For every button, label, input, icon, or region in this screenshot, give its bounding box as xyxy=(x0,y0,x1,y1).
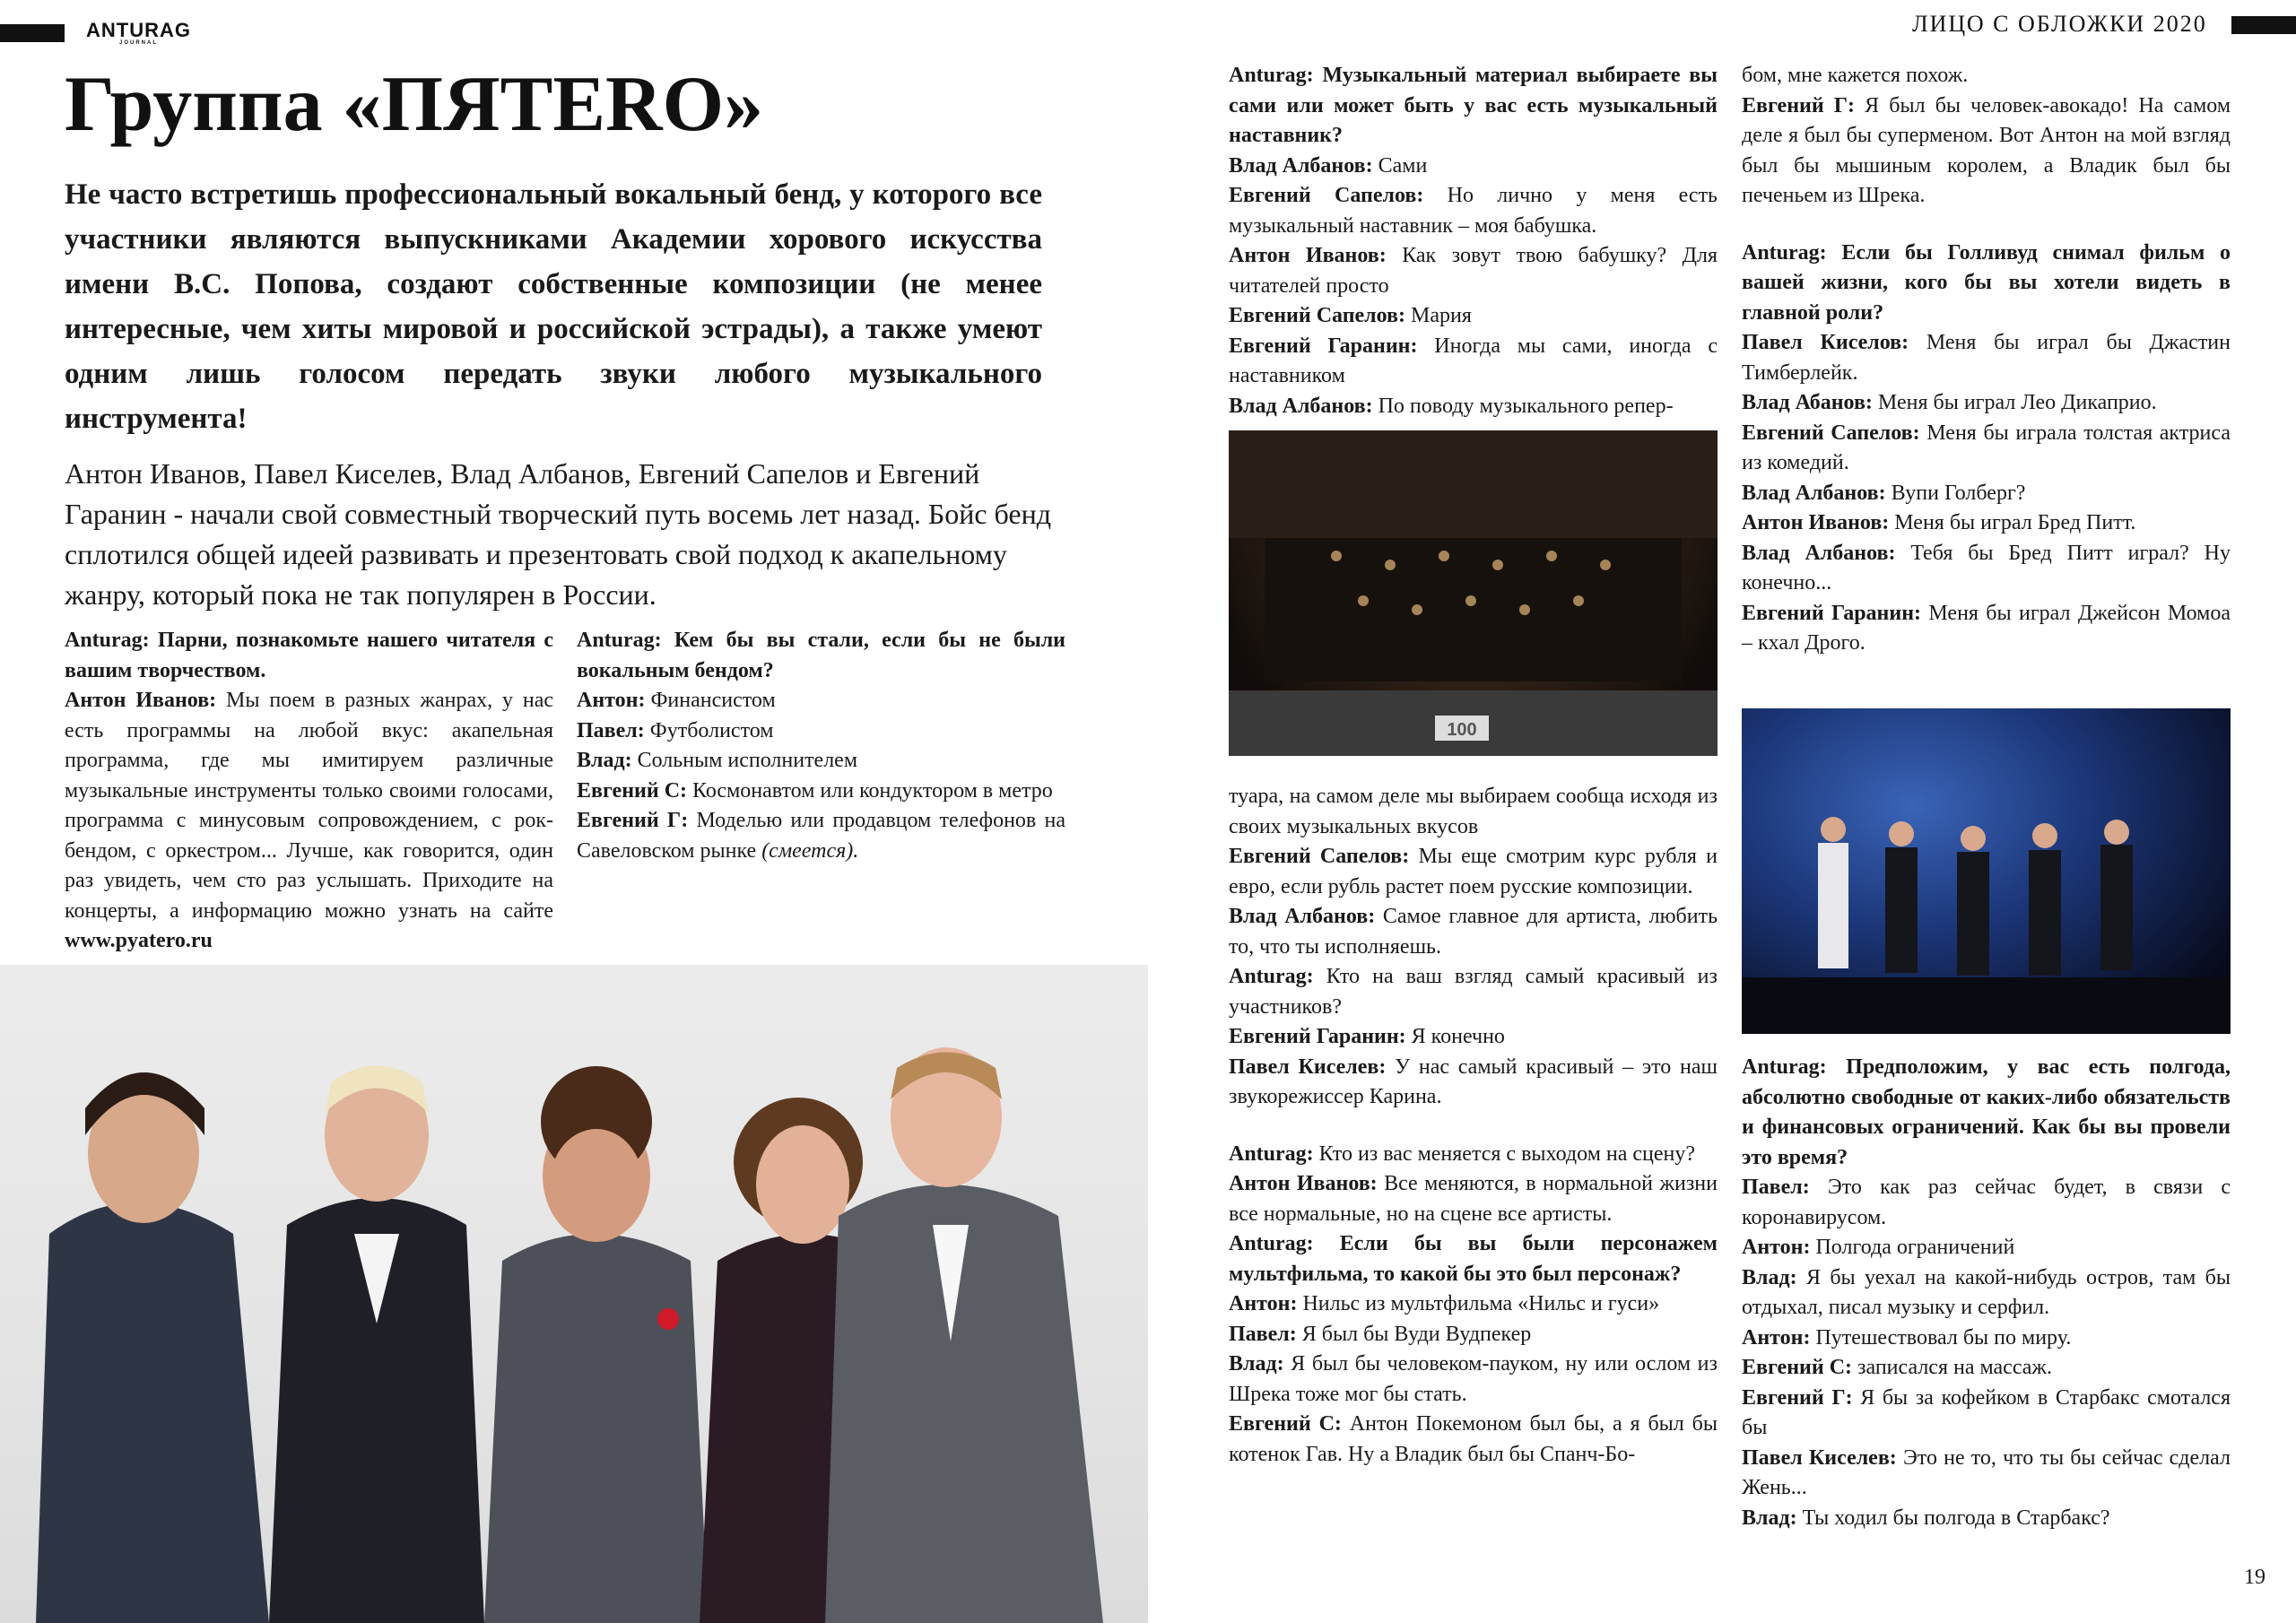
answer-text: Космонавтом или кондуктором в метро xyxy=(687,778,1053,803)
interview-line xyxy=(1742,61,2231,91)
answer-text: Все меняются, в нормальной жизни все нормальные, но на сцене все артисты. xyxy=(1229,1172,1718,1226)
answer-text: У нас самый красивый – это наш звукорежиссер Карина. xyxy=(1229,1055,1718,1108)
interview-line xyxy=(577,806,1065,866)
interview-line xyxy=(1229,332,1718,392)
answer-text: Как зовут твою бабушку? Для читателей просто xyxy=(1229,244,1718,298)
paragraph-gap xyxy=(1742,212,2231,239)
speaker-label: Павел: xyxy=(1229,1322,1297,1346)
speaker-label: Влад Абанов: xyxy=(1742,391,1873,414)
answer-text: Кто на ваш взгляд самый красивый из участников? xyxy=(1229,965,1718,1019)
interview-line xyxy=(1742,1384,2231,1444)
speaker-label: Павел Киселев: xyxy=(1742,1445,1897,1470)
interview-line xyxy=(1229,1320,1718,1350)
section-title: ЛИЦО С ОБЛОЖКИ 2020 xyxy=(1912,11,2207,37)
answer-text: Я был бы Вуди Вудпекер xyxy=(1296,1322,1532,1346)
answer-text: Я конечно xyxy=(1405,1025,1505,1048)
speaker-label: Павел Киселев: xyxy=(1229,1055,1387,1079)
speaker-label: Anturag: Парни, познакомьте нашего читателя с вашим творчеством. xyxy=(65,629,553,682)
answer-text: Футболистом xyxy=(644,718,774,742)
interview-line xyxy=(577,746,1065,777)
answer-text: Сами xyxy=(1372,153,1428,178)
answer-text: Меня бы играл Бред Питт. xyxy=(1889,511,2136,534)
answer-text: Вупи Голберг? xyxy=(1885,481,2026,505)
interview-line xyxy=(1229,301,1718,332)
speaker-label: Антон: xyxy=(577,689,646,712)
speaker-label: Павел Киселов: xyxy=(1742,331,1909,354)
speaker-label: Anturag: Предположим, у вас есть полгода, абсолютно свободные от каких-либо обязательств и финансовых ограничений. Как бы вы провели это время? xyxy=(1742,1055,2231,1169)
speaker-label: Евгений С: xyxy=(577,778,688,803)
speaker-label: Антон: xyxy=(1742,1325,1811,1350)
answer-text: Меня бы играл Лео Дикаприо. xyxy=(1872,391,2157,414)
interview-line xyxy=(1742,599,2231,659)
speaker-label: Павел: xyxy=(577,718,645,742)
answer-text: Я был бы человек-авокадо! На самом деле я был бы суперменом. Вот Антон на мой взгляд был бы мышиным королем, а Владик был бы печеньем из Шрека. xyxy=(1742,93,2231,207)
answer-text: Это не то, что ты бы сейчас сделал Жень... xyxy=(1742,1445,2231,1499)
interview-line xyxy=(1742,1053,2231,1173)
interview-line xyxy=(1229,181,1718,241)
interview-line xyxy=(1742,539,2231,599)
speaker-label: Павел: xyxy=(1742,1176,1810,1199)
group-photo xyxy=(0,965,1148,1623)
speaker-label: Влад: xyxy=(1742,1265,1797,1289)
interview-line xyxy=(65,686,553,957)
answer-text: Кто из вас меняется с выходом на сцену? xyxy=(1313,1141,1696,1166)
member-figure-3 xyxy=(484,1066,709,1623)
member-figure-2 xyxy=(269,1066,484,1623)
interview-line xyxy=(577,626,1065,686)
speaker-label: www.pyatero.ru xyxy=(65,929,213,952)
speaker-label: Anturag: Кем бы вы стали, если бы не были вокальным бендом? xyxy=(577,629,1065,682)
interview-line xyxy=(1742,1263,2231,1324)
text-column-3-bottom xyxy=(1229,782,1718,1470)
interview-line xyxy=(1229,1140,1718,1170)
speaker-label: Anturag: Если бы Голливуд снимал фильм о вашей жизни, кого бы вы хотели видеть в главной роли? xyxy=(1742,240,2231,325)
answer-text: Финансистом xyxy=(645,689,776,712)
interview-line xyxy=(1229,61,1718,152)
interview-line xyxy=(1742,1353,2231,1384)
speaker-label: Влад Албанов: xyxy=(1229,153,1373,178)
speaker-label: Anturag: Если бы вы были персонажем мультфильма, то какой бы это был персонаж? xyxy=(1229,1232,1718,1286)
stage-sign-text: 100 xyxy=(1447,720,1477,740)
interview-line xyxy=(1229,241,1718,301)
speaker-label: Евгений С: xyxy=(1229,1412,1342,1436)
speaker-label: Влад: xyxy=(577,749,632,772)
answer-text: Мария xyxy=(1405,304,1472,327)
header-bar-right xyxy=(2231,16,2296,34)
interview-line xyxy=(1229,902,1718,962)
interview-line xyxy=(1229,1229,1718,1289)
interview-line xyxy=(1742,1324,2231,1354)
stage-illustration xyxy=(1742,708,2231,1034)
answer-text: Нильс из мультфильма «Нильс и гуси» xyxy=(1297,1292,1660,1315)
answer-text: Моделью или продавцом телефонов на Савеловском рынке xyxy=(577,809,1065,863)
interview-line xyxy=(1229,1169,1718,1229)
speaker-label: Влад Албанов: xyxy=(1229,394,1373,418)
answer-text: Самое главное для артиста, любить то, что ты исполняешь. xyxy=(1229,905,1718,959)
speaker-label: Евгений Гаранин: xyxy=(1229,1025,1406,1048)
group-photo-illustration xyxy=(0,965,1148,1623)
paragraph-gap xyxy=(1229,1113,1718,1140)
answer-text: Но лично у меня есть музыкальный наставник – моя бабушка. xyxy=(1229,184,1718,238)
member-figure-5 xyxy=(825,1047,1103,1623)
speaker-label: Антон Иванов: xyxy=(1742,511,1890,534)
answer-text: Я бы уехал на какой-нибудь остров, там бы отдыхал, писал музыку и серфил. xyxy=(1742,1265,2231,1319)
speaker-label: Влад Албанов: xyxy=(1742,481,1886,505)
text-column-1 xyxy=(65,626,553,957)
speaker-label: Антон Иванов: xyxy=(1229,1172,1378,1195)
magazine-logo xyxy=(86,19,191,46)
answer-text: Мы еще смотрим курс рубля и евро, если рубль растет поем русские композиции. xyxy=(1229,845,1718,898)
answer-text: записался на массаж. xyxy=(1852,1356,2052,1379)
speaker-label: Антон: xyxy=(1229,1292,1298,1315)
answer-text: Это как раз сейчас будет, в связи с коронавирусом. xyxy=(1742,1176,2231,1229)
speaker-label: Евгений Сапелов: xyxy=(1229,184,1424,207)
interview-line xyxy=(1229,1289,1718,1320)
answer-text: По поводу музыкального репер- xyxy=(1372,394,1674,418)
speaker-label: Евгений Г: xyxy=(1742,1385,1853,1410)
interview-line xyxy=(577,777,1065,807)
interview-line xyxy=(1742,1444,2231,1504)
text-column-4-top xyxy=(1742,61,2231,659)
interview-line xyxy=(1742,1504,2231,1534)
answer-text: Я был бы человеком-пауком, ну или ослом из Шрека тоже мог бы стать. xyxy=(1229,1352,1718,1406)
interview-line xyxy=(577,716,1065,747)
text-column-4-bottom xyxy=(1742,1053,2231,1533)
interview-line xyxy=(1229,1022,1718,1053)
speaker-label: Евгений Сапелов: xyxy=(1742,421,1920,445)
speaker-label: Евгений Г: xyxy=(577,809,689,832)
answer-text: туара, на самом деле мы выбираем сообща исходя из своих музыкальных вкусов xyxy=(1229,785,1718,838)
answer-text: бом, мне кажется похож. xyxy=(1742,64,1969,87)
answer-text: Меня бы играл Джейсон Момоа – кхал Дрого. xyxy=(1742,601,2231,655)
speaker-label: Влад: xyxy=(1229,1352,1284,1376)
speaker-label: Антон: xyxy=(1742,1236,1811,1259)
speaker-label: Антон Иванов: xyxy=(1229,244,1387,267)
concert-photo-orchestra xyxy=(1229,430,1718,756)
speaker-label: Влад: xyxy=(1742,1506,1797,1530)
speaker-label: Евгений Гаранин: xyxy=(1229,334,1418,358)
speaker-label: Евгений С: xyxy=(1742,1356,1853,1379)
speaker-label: Евгений Гаранин: xyxy=(1742,601,1922,625)
interview-line xyxy=(1229,392,1718,422)
speaker-label: Евгений Сапелов: xyxy=(1229,304,1406,327)
speaker-label: Антон Иванов: xyxy=(65,689,217,712)
interview-line xyxy=(1742,388,2231,419)
answer-text: Антон Покемоном был бы, а я был бы котенок Гав. Ну а Владик был бы Спанч-Бо- xyxy=(1229,1412,1718,1466)
page-number: 19 xyxy=(2244,1566,2266,1589)
answer-text: Мы поем в разных жанрах, у нас есть программы на любой вкус: акапельная программа, где мы имитируем различные музыкальные инструменты только своими голосами, программа с минусовым сопровождением, с рок-бендом, с оркестром... Лучше, как говорится, один раз увидеть, чем сто раз услышать. Приходите на концерты, а информацию можно узнать на сайте xyxy=(65,689,553,923)
interview-line xyxy=(1742,1233,2231,1263)
orchestra-illustration xyxy=(1229,430,1718,756)
interview-line xyxy=(1229,782,1718,842)
interview-line xyxy=(1229,962,1718,1022)
interview-line xyxy=(65,626,553,686)
interview-line xyxy=(1742,479,2231,509)
logo-text: ANTURAG xyxy=(86,19,191,41)
answer-text: Сольным исполнителем xyxy=(631,749,858,772)
interview-line xyxy=(577,686,1065,716)
interview-line xyxy=(1742,239,2231,329)
speaker-label: Евгений Сапелов: xyxy=(1229,845,1410,868)
speaker-label: Anturag: xyxy=(1229,965,1314,988)
interview-line xyxy=(1229,842,1718,902)
text-column-3-top xyxy=(1229,61,1718,421)
article-intro: Антон Иванов, Павел Киселев, Влад Албанов, Евгений Сапелов и Евгений Гаранин - начали свой совместный творческий путь восемь лет назад. Бойс бенд сплотился общей идеей развивать и презентовать свой подход к акапельному жанру, который пока не так популярен в России. xyxy=(65,457,1052,611)
speaker-label: Евгений Г: xyxy=(1742,93,1856,117)
interview-line xyxy=(1229,152,1718,182)
header-bar-left xyxy=(0,24,65,42)
interview-line xyxy=(1742,1173,2231,1233)
speaker-label: Влад Албанов: xyxy=(1742,541,1896,565)
speaker-label: Влад Албанов: xyxy=(1229,905,1376,928)
article-title: Группа «ПЯТERO» xyxy=(65,61,764,148)
member-figure-1 xyxy=(36,1072,269,1623)
interview-line xyxy=(1742,91,2231,212)
interview-line xyxy=(1229,1350,1718,1410)
answer-text: Меня бы играла толстая актриса из комедий. xyxy=(1742,421,2231,474)
answer-text: (смеется). xyxy=(761,838,859,863)
interview-line xyxy=(1742,508,2231,539)
logo-subtext: JOURNAL xyxy=(118,40,158,46)
answer-text: Меня бы играл бы Джастин Тимберлейк. xyxy=(1742,331,2231,385)
interview-line xyxy=(1742,419,2231,479)
speaker-label: Anturag: Музыкальный материал выбираете вы сами или может быть у вас есть музыкальный наставник? xyxy=(1229,64,1718,147)
interview-line xyxy=(1229,1053,1718,1113)
answer-text: Тебя бы Бред Питт играл? Ну конечно... xyxy=(1742,541,2231,595)
answer-text: Ты ходил бы полгода в Старбакс? xyxy=(1796,1506,2110,1530)
concert-photo-stage xyxy=(1742,708,2231,1034)
text-column-2 xyxy=(577,626,1065,866)
article-lead: Не часто встретишь профессиональный вокальный бенд, у которого все участники являются выпускниками Академии хорового искусства имени В.С. Попова, создают собственные композиции (не менее интересные, чем хиты мировой и российской эстрады), а также умеют одним лишь голосом передать звуки любого музыкального инструмента! xyxy=(65,178,1042,435)
answer-text: Иногда мы сами, иногда с наставником xyxy=(1229,334,1718,387)
answer-text: Я бы за кофейком в Старбакс смотался бы xyxy=(1742,1385,2231,1439)
answer-text: Полгода ограничений xyxy=(1810,1236,2015,1259)
interview-line xyxy=(1742,328,2231,388)
interview-line xyxy=(1229,1410,1718,1470)
speaker-label: Anturag: xyxy=(1229,1141,1314,1166)
answer-text: Путешествовал бы по миру. xyxy=(1810,1325,2072,1350)
